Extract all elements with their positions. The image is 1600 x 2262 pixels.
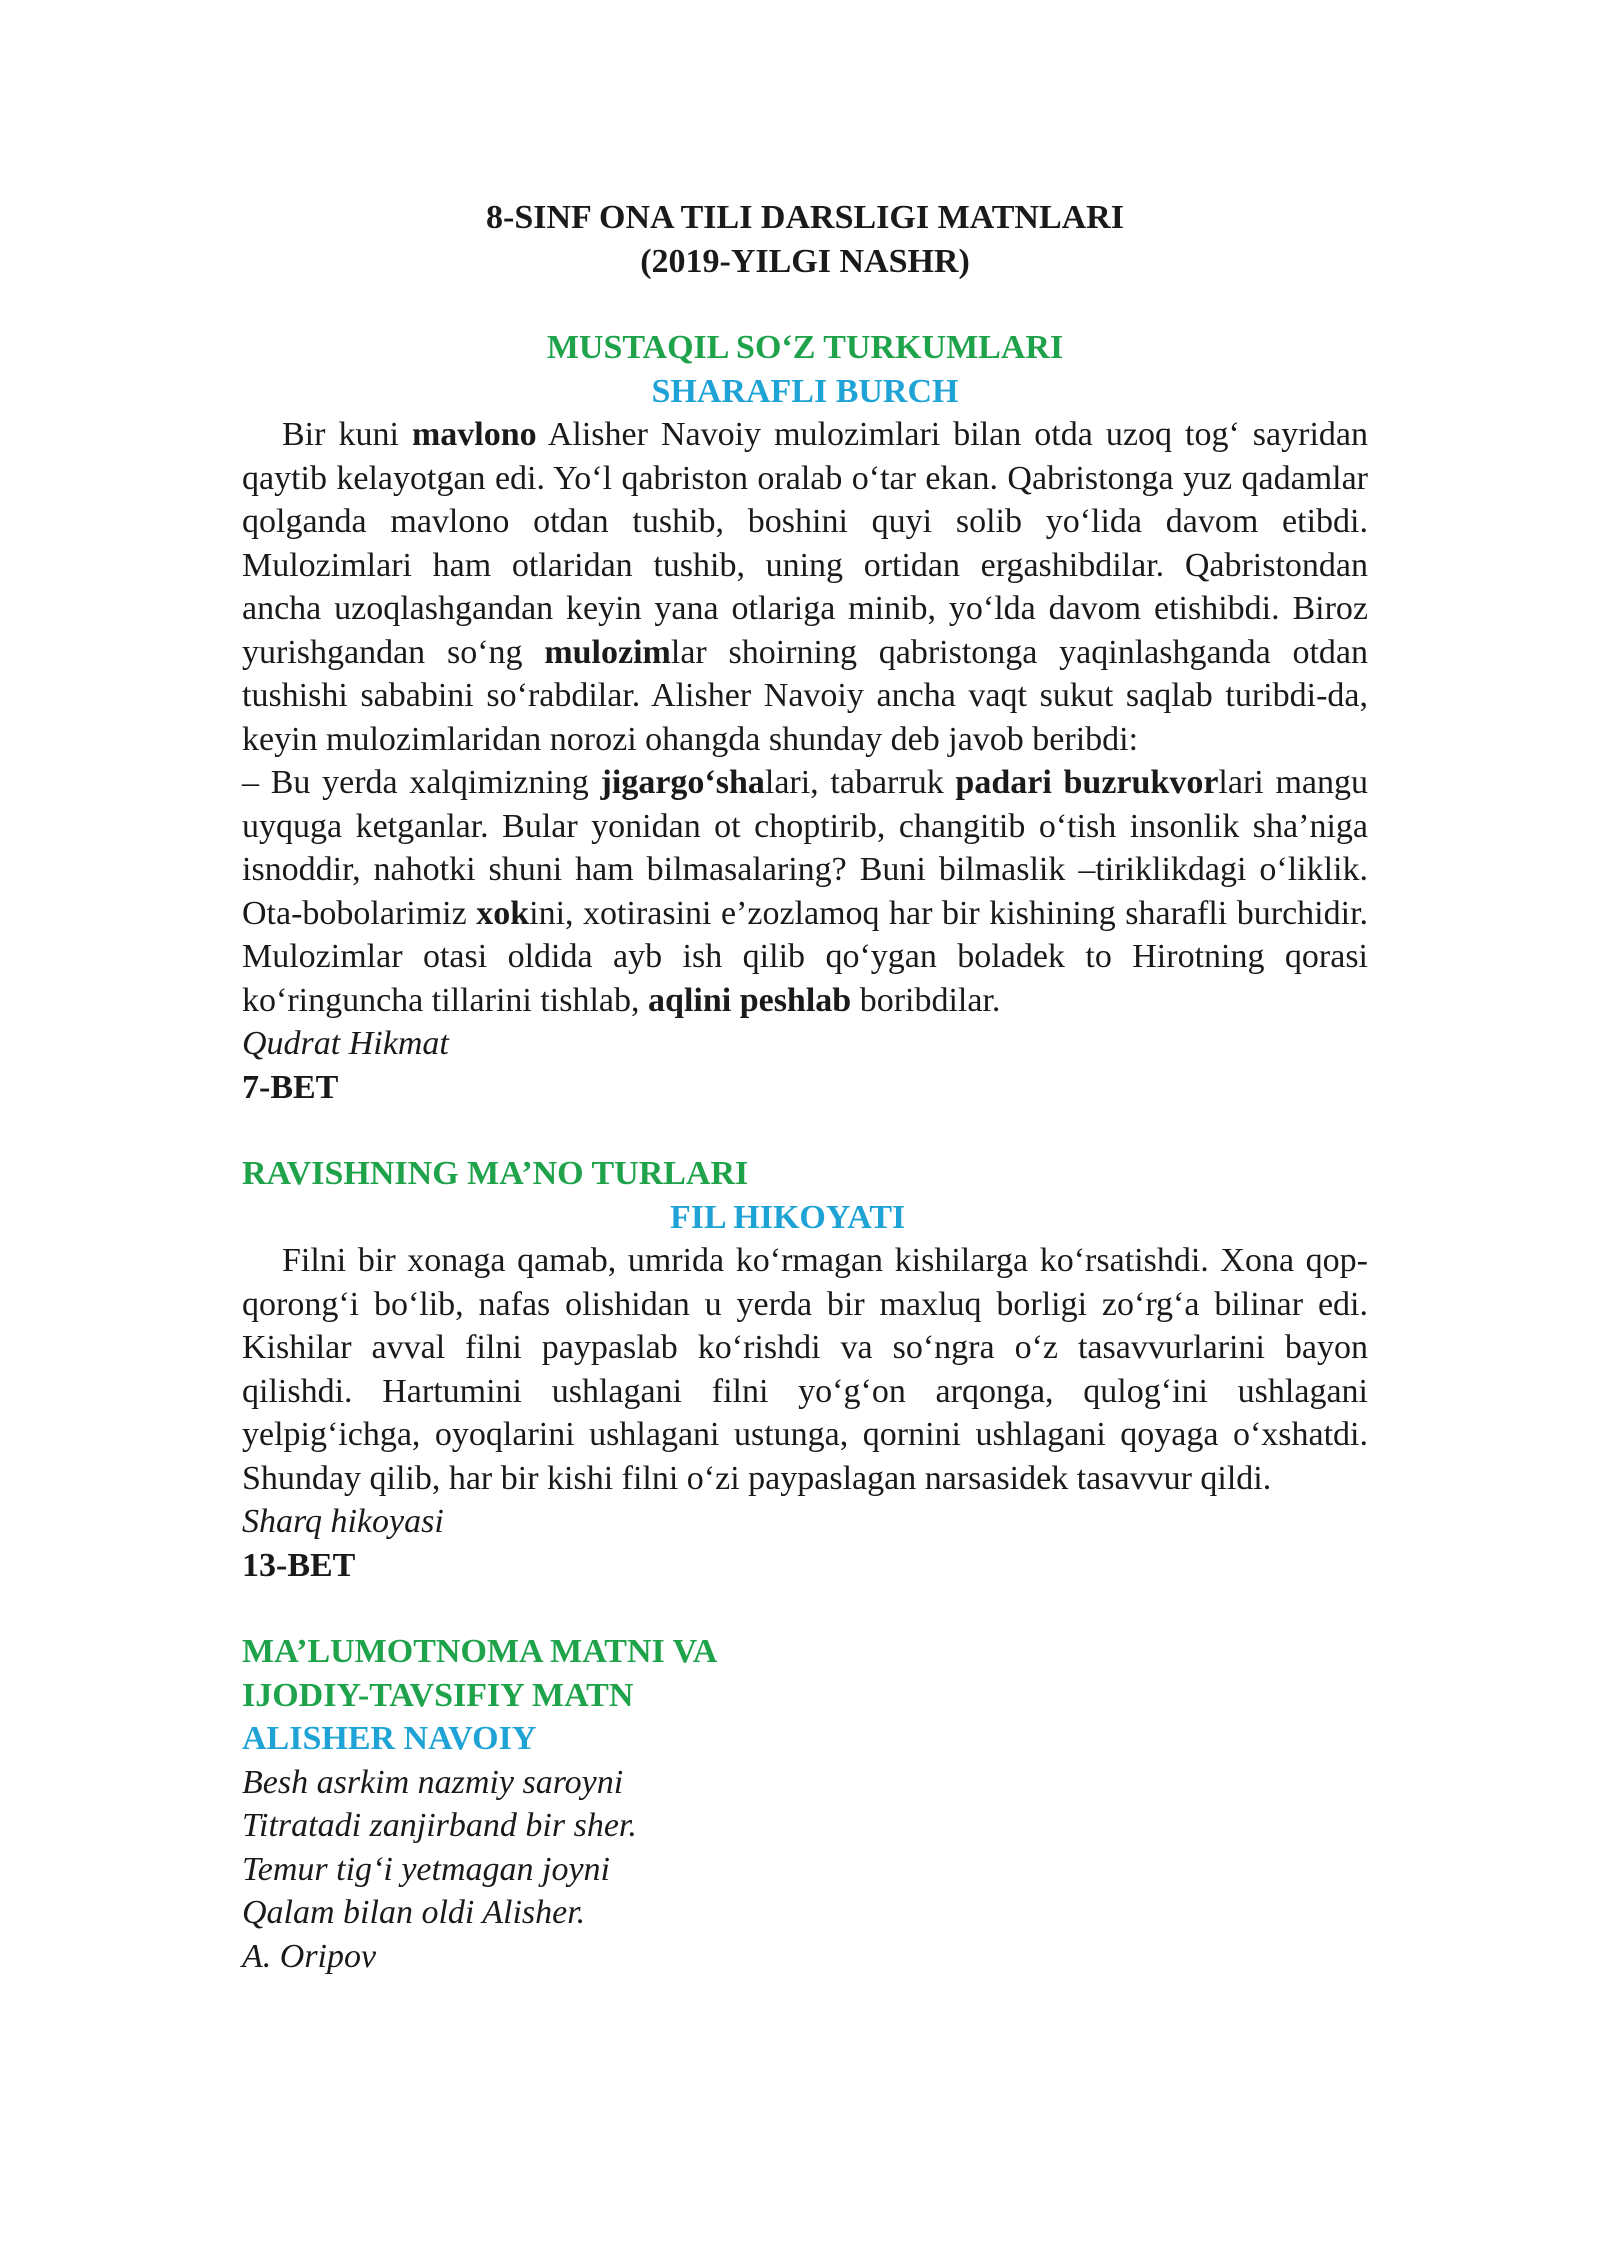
spacer (242, 283, 1368, 326)
text-run: Bir kuni (282, 416, 412, 453)
section3-subheading: ALISHER NAVOIY (242, 1720, 537, 1757)
text-run: lari mangu uyquga ketganlar. Bular yonidan ot choptirib, changitib o‘tish insonlik sha’niga isnoddir, nahotki shuni ham bilmasalaring? Buni bilmaslik –tiriklikdagi o‘liklik. Ota-bobolarimiz (242, 764, 1368, 932)
poem-line: Temur tig‘i yetmagan joyni (242, 1850, 610, 1888)
section1-paragraph2 (242, 761, 1368, 1022)
poem-line: Titratadi zanjirband bir sher. (242, 1807, 637, 1844)
section2-heading: RAVISHNING MA’NO TURLARI (242, 1155, 749, 1192)
poem-line: Qalam bilan oldi Alisher. (242, 1894, 586, 1931)
bold-term: mulozim (544, 633, 671, 671)
poem (242, 1761, 1368, 1935)
section1-heading: MUSTAQIL SO‘Z TURKUMLARI (546, 329, 1064, 366)
bold-term: aqlini peshlab (648, 981, 852, 1019)
section1-page-ref: 7-BET (242, 1068, 339, 1106)
section3-author: A. Oripov (242, 1937, 377, 1975)
section2-paragraph: Filni bir xonaga qamab, umrida ko‘rmagan kishilarga ko‘rsatishdi. Xona qop-qorong‘i bo‘lib, nafas olishidan u yerda bir maxluq borligi zo‘rg‘a bilinar edi. Kishilar avval filni paypaslab ko‘rishdi va so‘ngra o‘z tasavvurlarini bayon qilishdi. Hartumini ushlagani filni yo‘g‘on arqonga, qulog‘ini ushlagani yelpig‘ichga, oyoqlarini ushlagani ustunga, qornini ushlagani qoyaga o‘xshatdi. Shunday qilib, har bir kishi filni o‘zi paypaslagan narsasidek tasavvur qildi. (242, 1242, 1368, 1497)
document-title-line1: 8-SINF ONA TILI DARSLIGI MATNLARI (486, 199, 1124, 236)
poem-line: Besh asrkim nazmiy saroyni (242, 1763, 624, 1801)
text-run: lari, tabarruk (764, 764, 956, 801)
section2-author: Sharq hikoyasi (242, 1503, 444, 1540)
section1-subheading: SHARAFLI BURCH (651, 372, 959, 410)
text-run: boribdilar. (851, 981, 1001, 1019)
section3-heading-line1: MA’LUMOTNOMA MATNI VA (242, 1633, 718, 1670)
spacer (242, 1587, 1368, 1630)
bold-term: mavlono (411, 416, 537, 453)
section1-paragraph1 (242, 413, 1368, 761)
text-run: lar shoirning qabristonga yaqinlashganda otdan tushishi sababini so‘rabdilar. Alisher Navoiy ancha vaqt sukut saqlab turibdi-da, keyin mulozimlaridan norozi ohangda shunday deb javob beribdi: (242, 633, 1368, 758)
section2-subheading: FIL HIKOYATI (670, 1198, 906, 1236)
text-run: Alisher Navoiy mulozimlari bilan otda uzoq tog‘ sayridan qaytib kelayotgan edi. Yo‘l qabriston oralab o‘tar ekan. Qabristonga yuz qadamlar qolganda mavlono otdan tushib, boshini quyi solib yo‘lida davom etibdi. Mulozimlari ham otlaridan tushib, uning ortidan ergashibdilar. Qabristondan ancha uzoqlashgandan keyin yana otlariga minib, yo‘lda davom etishibdi. Biroz yurishgandan so‘ng (242, 416, 1368, 671)
section2-page-ref: 13-BET (242, 1546, 356, 1584)
bold-term: xok (476, 894, 530, 932)
text-run: – Bu yerda xalqimizning (242, 764, 601, 801)
spacer (242, 1109, 1368, 1152)
bold-term: padari buzrukvor (955, 764, 1219, 801)
bold-term: jigargo‘sha (600, 764, 765, 801)
text-run: ini, xotirasini e’zozlamoq har bir kishining sharafli burchidir. Mulozimlar otasi oldida ayb ish qilib qo‘ygan boladek to Hirotning qorasi ko‘ringuncha tillarini tishlab, (242, 894, 1369, 1019)
document-title-line2: (2019-YILGI NASHR) (640, 242, 970, 280)
section1-author: Qudrat Hikmat (242, 1025, 449, 1062)
section3-heading-line2: IJODIY-TAVSIFIY MATN (242, 1676, 634, 1714)
